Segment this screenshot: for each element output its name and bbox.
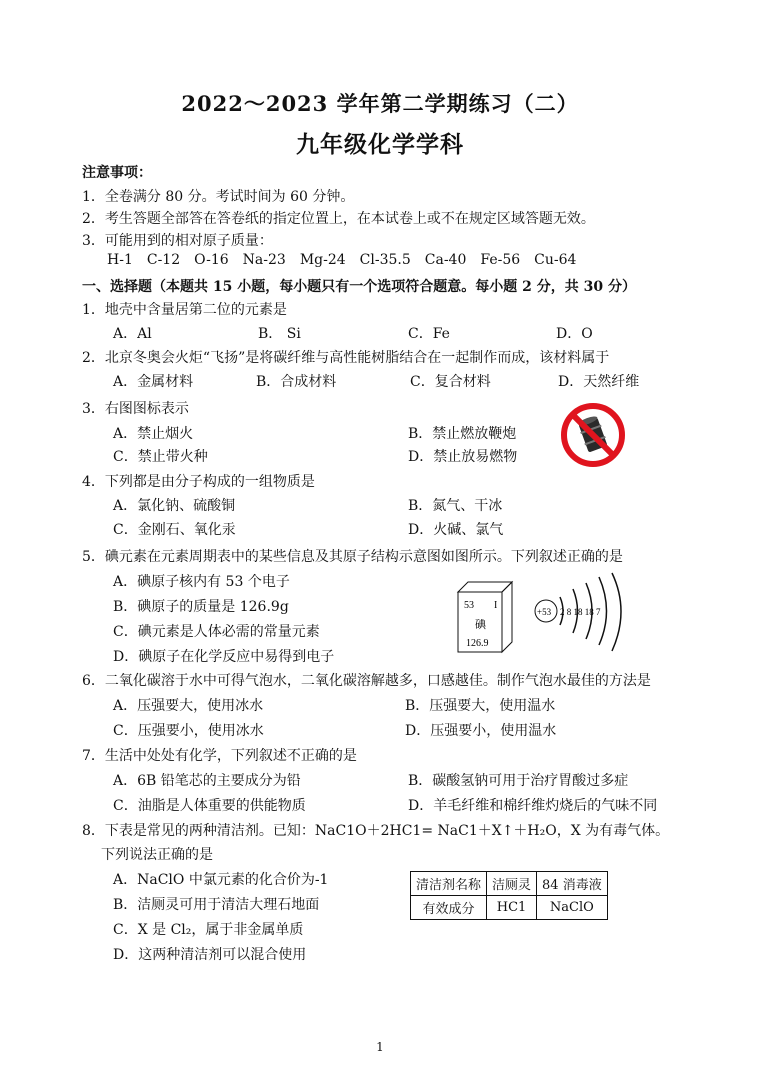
atomic-mass: Na-23 <box>242 252 286 268</box>
question-2-option-d: D．天然纤维 <box>558 374 640 390</box>
question-8-option-b: B．洁厕灵可用于清洁大理石地面 <box>113 897 320 913</box>
table-cell: 洁厕灵 <box>487 872 537 896</box>
question-4-option-a: A．氯化钠、硫酸铜 <box>113 498 236 514</box>
table-cell: 清洁剂名称 <box>411 872 487 896</box>
question-7-option-a: A．6B 铅笔芯的主要成分为铅 <box>113 773 301 789</box>
question-4-option-b: B．氮气、干冰 <box>408 498 503 514</box>
note-item: 2．考生答题全部答在答卷纸的指定位置上，在本试卷上或不在规定区域答题无效。 <box>82 211 595 227</box>
iodine-diagram <box>452 572 642 660</box>
atomic-mass: H-1 <box>107 252 133 268</box>
section-heading: 一、选择题（本题共 15 小题，每小题只有一个选项符合题意。每小题 2 分，共 30 分） <box>82 279 636 295</box>
notes-heading: 注意事项： <box>82 165 152 181</box>
question-7-stem: 7．生活中处处有化学，下列叙述不正确的是 <box>82 748 357 764</box>
question-2-stem: 2．北京冬奥会火炬“飞扬”是将碳纤维与高性能树脂结合在一起制作而成，该材料属于 <box>82 350 610 366</box>
question-6-option-c: C．压强要小，使用冰水 <box>113 723 264 739</box>
question-5-option-c: C．碘元素是人体必需的常量元素 <box>113 624 320 640</box>
atomic-mass-list <box>107 252 590 268</box>
question-3-option-c: C．禁止带火种 <box>113 449 208 465</box>
question-8-option-c: C．X 是 Cl₂，属于非金属单质 <box>113 922 304 938</box>
subject-title: 九年级化学学科 <box>296 131 464 158</box>
question-3-stem: 3．右图图标表示 <box>82 401 189 417</box>
question-8-option-d: D．这两种清洁剂可以混合使用 <box>113 947 307 963</box>
question-1-option-d: D．O <box>556 326 593 342</box>
question-5-stem: 5．碘元素在元素周期表中的某些信息及其原子结构示意图如图所示。下列叙述正确的是 <box>82 549 623 565</box>
question-2-option-c: C．复合材料 <box>410 374 491 390</box>
table-row <box>411 872 608 896</box>
table-cell: 84 消毒液 <box>537 872 608 896</box>
question-4-option-c: C．金刚石、氧化汞 <box>113 522 236 538</box>
element-tile-side <box>502 582 512 652</box>
atomic-mass: C-12 <box>146 252 181 268</box>
question-7-option-b: B．碳酸氢钠可用于治疗胃酸过多症 <box>408 773 629 789</box>
question-3-option-b: B．禁止燃放鞭炮 <box>408 426 517 442</box>
question-7-option-d: D．羊毛纤维和棉纤维灼烧后的气味不同 <box>408 798 658 814</box>
question-3-option-d: D．禁止放易燃物 <box>408 449 518 465</box>
page-number: 1 <box>376 1040 384 1054</box>
question-5-option-a: A．碘原子核内有 53 个电子 <box>113 574 290 590</box>
question-6-option-a: A．压强要大，使用冰水 <box>113 698 264 714</box>
question-5-option-b: B．碘原子的质量是 126.9g <box>113 599 289 615</box>
question-8-stem: 8．下表是常见的两种清洁剂。已知：NaC1O＋2HC1= NaC1＋X↑＋H₂O，X 为有毒气体。 <box>82 823 670 839</box>
question-1-option-a: A．Al <box>113 326 152 342</box>
atomic-mass: Mg-24 <box>299 252 346 268</box>
note-item: 1．全卷满分 80 分。考试时间为 60 分钟。 <box>82 189 355 205</box>
question-8-stem-continued: 下列说法正确的是 <box>101 847 213 863</box>
question-7-option-c: C．油脂是人体重要的供能物质 <box>113 798 306 814</box>
tile-symbol: I <box>494 600 498 611</box>
atomic-mass: Ca-40 <box>424 252 467 268</box>
question-4-option-d: D．火碱、氯气 <box>408 522 504 538</box>
atomic-mass: Cl-35.5 <box>359 252 411 268</box>
nucleus-charge: +53 <box>537 607 552 617</box>
question-1-option-b: B． Si <box>258 326 301 342</box>
question-2-option-a: A．金属材料 <box>113 374 194 390</box>
question-2-option-b: B．合成材料 <box>256 374 337 390</box>
question-6-option-b: B．压强要大，使用温水 <box>405 698 556 714</box>
electron-shell-counts: 2 8 18 18 7 <box>560 607 601 617</box>
question-8-option-a: A．NaClO 中氯元素的化合价为-1 <box>113 872 329 888</box>
question-1-option-c: C．Fe <box>408 326 450 342</box>
question-6-option-d: D．压强要小，使用温水 <box>405 723 557 739</box>
exam-title: 2022～2023 学年第二学期练习（二） <box>181 91 579 116</box>
table-cell: NaClO <box>537 896 608 920</box>
question-4-stem: 4．下列都是由分子构成的一组物质是 <box>82 474 315 490</box>
tile-atomic-mass: 126.9 <box>466 638 489 649</box>
atomic-mass: O-16 <box>194 252 229 268</box>
table-cell: HC1 <box>487 896 537 920</box>
note-item: 3．可能用到的相对原子质量： <box>82 233 273 249</box>
question-1-stem: 1．地壳中含量居第二位的元素是 <box>82 302 287 318</box>
tile-name: 碘 <box>475 618 486 631</box>
atomic-mass: Fe-56 <box>480 252 521 268</box>
atomic-mass: Cu-64 <box>534 252 577 268</box>
question-5-option-d: D．碘原子在化学反应中易得到电子 <box>113 649 335 665</box>
table-cell: 有效成分 <box>411 896 487 920</box>
tile-atomic-number: 53 <box>464 600 474 611</box>
question-3-option-a: A．禁止烟火 <box>113 426 194 442</box>
no-flammables-sign-icon <box>560 402 626 468</box>
cleaner-table <box>410 871 608 920</box>
question-6-stem: 6．二氧化碳溶于水中可得气泡水，二氧化碳溶解越多，口感越佳。制作气泡水最佳的方法是 <box>82 673 651 689</box>
table-row <box>411 896 608 920</box>
